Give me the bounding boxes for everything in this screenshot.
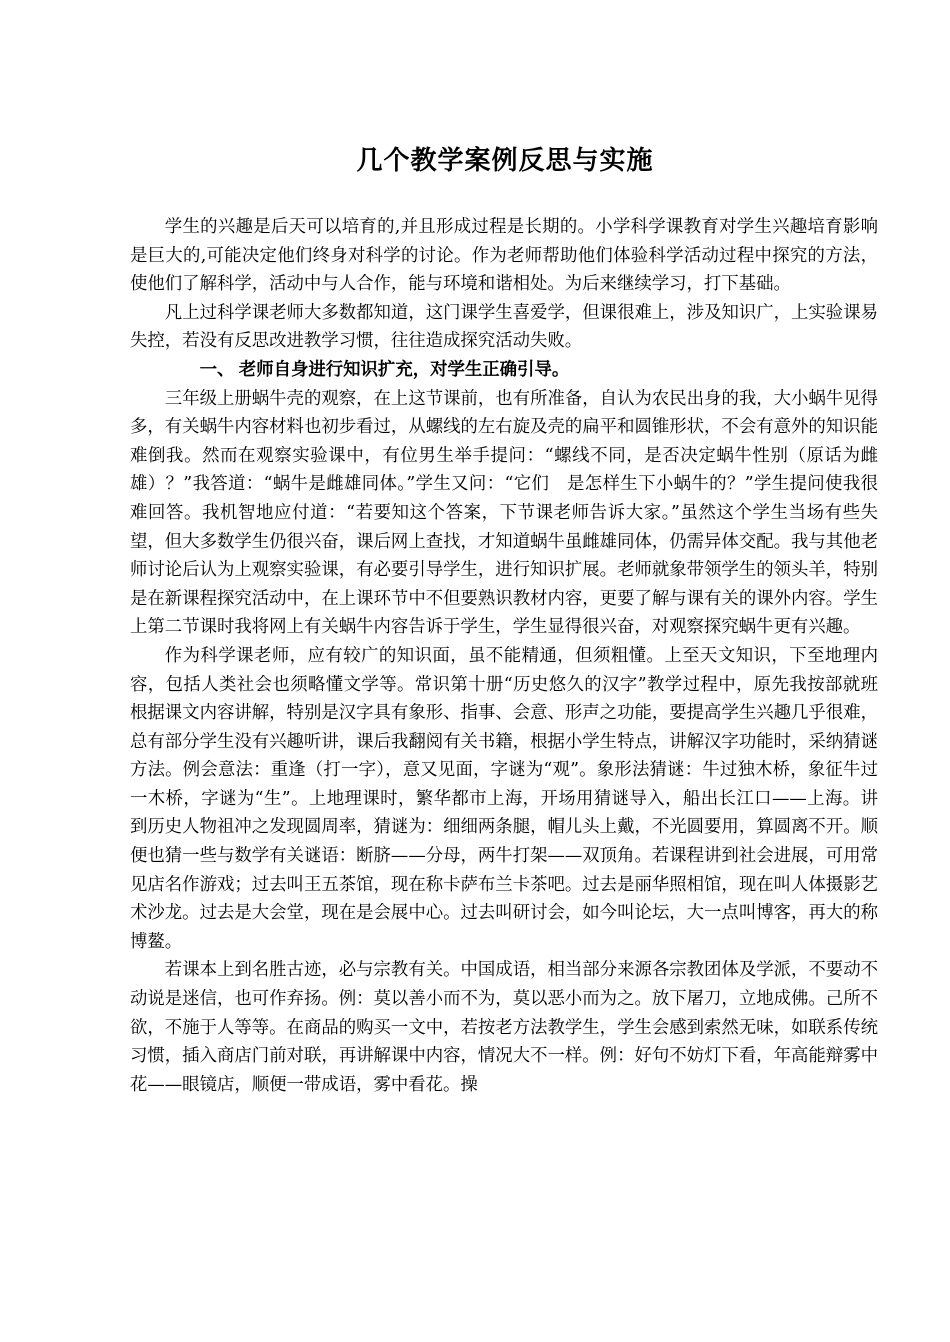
page-title: 几个教学案例反思与实施 (356, 146, 654, 176)
section-paragraph-2: 作为科学课老师，应有较广的知识面，虽不能精通，但须粗懂。上至天文知识，下至地理内容，包括人类社会也须略懂文学等。常识第十册“历史悠久的汉字”教学过程中，原先我按部就班根据课文内容讲解，特别是汉字具有象形、指事、会意、形声之功能，要提高学生兴趣几乎很难，总有部分学生没有兴趣听讲，课后我翻阅有关书籍，根据小学生特点，讲解汉字功能时，采纳猜谜方法。例会意法：重逢（打一字），意又见面，字谜为“观”。象形法猜谜：牛过独木桥，象征牛过一木桥，字谜为“生”。上地理课时，繁华都市上海，开场用猜谜导入，船出长江口——上海。讲到历史人物祖冲之发现圆周率，猜谜为：细细两条腿，帽儿头上戴，不光圆要用，算圆离不开。顺便也猜一些与数学有关谜语：断脐——分母，两牛打架——双顶角。若课程讲到社会进展，可用常见店名作游戏；过去叫王五茶馆，现在称卡萨布兰卡茶吧。过去是丽华照相馆，现在叫人体摄影艺术沙龙。过去是大会堂，现在是会展中心。过去叫研讨会，如今叫论坛，大一点叫博客，再大的称博鳌。 (130, 645, 878, 952)
document-body (130, 213, 878, 1099)
section-heading-text: 老师自身进行知识扩充，对学生正确引导。 (238, 359, 570, 380)
section-paragraph-3: 若课本上到名胜古迹，必与宗教有关。中国成语，相当部分来源各宗教团体及学派，不要动不动说是迷信，也可作弃扬。例：莫以善小而不为，莫以恶小而为之。放下屠刀，立地成佛。己所不欲，不施于人等等。在商品的购买一文中，若按老方法教学生，学生会感到索然无味，如联系传统习惯，插入商店门前对联，再讲解课中内容，情况大不一样。例：好句不妨灯下看，年高能辩雾中花——眼镜店，顺便一带成语，雾中看花。操 (130, 960, 878, 1095)
section-heading (130, 356, 878, 385)
intro-paragraph-1: 学生的兴趣是后天可以培育的,并且形成过程是长期的。小学科学课教育对学生兴趣培育影响是巨大的,可能决定他们终身对科学的讨论。作为老师帮助他们体验科学活动过程中探究的方法，使他们了解科学，活动中与人合作，能与环境和谐相处。为后来继续学习，打下基础。 (130, 217, 878, 295)
section-number: 一、 (199, 359, 235, 380)
intro-paragraph-2: 凡上过科学课老师大多数都知道，这门课学生喜爱学，但课很难上，涉及知识广，上实验课易失控，若没有反思改进教学习惯，往往造成探究活动失败。 (130, 302, 878, 352)
section-paragraph-1: 三年级上册蜗牛壳的观察，在上这节课前，也有所准备，自认为农民出身的我，大小蜗牛见得多，有关蜗牛内容材料也初步看过，从螺线的左右旋及壳的扁平和圆锥形状，不会有意外的知识能难倒我。然而在观察实验课中，有位男生举手提问：“螺线不同，是否决定蜗牛性别（原话为雌雄）？”我答道：“蜗牛是雌雄同体。”学生又问：“它们 是怎样生下小蜗牛的？”学生提问使我很难回答。我机智地应付道：“若要知这个答案，下节课老师告诉大家。”虽然这个学生当场有些失望，但大多数学生仍很兴奋，课后网上查找，才知道蜗牛虽雌雄同体，仍需异体交配。我与其他老师讨论后认为上观察实验课，有必要引导学生，进行知识扩展。老师就象带领学生的领头羊，特别是在新课程探究活动中，在上课环节中不但要熟识教材内容，更要了解与课有关的课外内容。学生上第二节课时我将网上有关蜗牛内容告诉于学生，学生显得很兴奋，对观察探究蜗牛更有兴趣。 (130, 388, 878, 638)
